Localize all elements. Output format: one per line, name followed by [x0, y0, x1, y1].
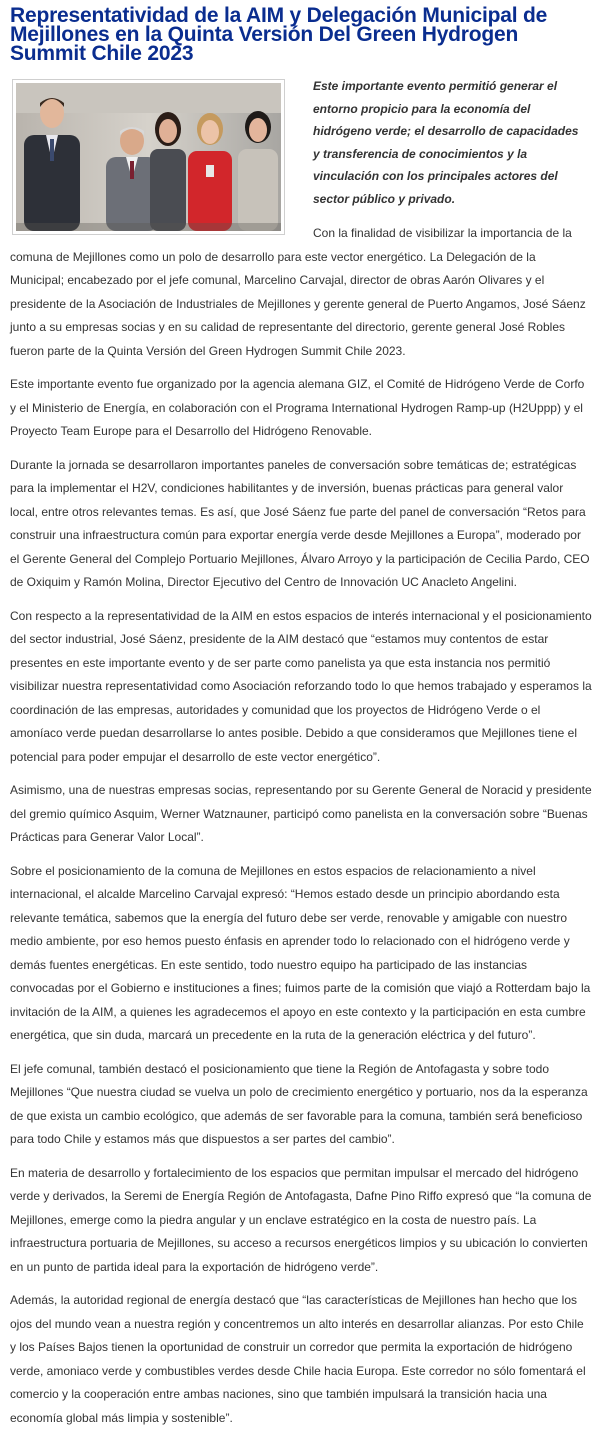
article-title: Representatividad de la AIM y Delegación Municipal de Mejillones en la Quinta Versión Del Green Hydrogen Summit Chile 2023	[10, 4, 548, 65]
paragraph: Asimismo, una de nuestras empresas socias, representando por su Gerente General de Noracid y presidente del gremio químico Asquim, Werner Watznauner, participó como panelista en la conversación sobre “Buenas Prácticas para Generar Valor Local”.	[10, 783, 592, 844]
person-3	[150, 112, 186, 231]
paragraph: Con respecto a la representatividad de la AIM en estos espacios de interés internacional y el posicionamiento del sector industrial, José Sáenz, presidente de la AIM destacó que “estamos muy contentos de estar presentes en este importante evento y de ser parte como panelista ya que esta instancia nos permitió visibilizar nuestra representatividad como Asociación reforzando todo lo que hemos trabajado y esperamos la coordinación de las empresas, autoridades y comunidad que los proyectos de Hidrógeno Verde o el amoníaco verde puedan desarrollarse lo antes posible. Debido a que consideramos que Mejillones tiene el potencial para poder empujar el desarrollo de este vector energético”.	[10, 608, 592, 764]
paragraph: Con la finalidad de visibilizar la importancia de la comuna de Mejillones como un polo de desarrollo para este vector energético. La Delegación de la Municipal; encabezado por el jefe comunal, Marcelino Carvajal, director de obras Aarón Olivares y el presidente de la Asociación de Industriales de Mejillones y gerente general de Puerto Angamos, José Sáenz junto a su empresas socias y en su calidad de representante del directorio, gerente general José Robles fueron parte de la Quinta Versión del Green Hydrogen Summit Chile 2023.	[10, 226, 586, 358]
paragraph: Además, la autoridad regional de energía destacó que “las características de Mejillones han hecho que los ojos del mundo vean a nuestra región y concentremos un alto interés en desarrollar alianzas. Por esto Chile y los Países Bajos tienen la oportunidad de construir un corredor que permita la exportación de hidrógeno verde, amoniaco verde y combustibles verdes desde Chile hacia Europa. Este corredor no sólo fomentará el comercio y la cooperación entre ambas naciones, sino que también impulsará la transición hacia una economía global más limpia y sostenible”.	[10, 1293, 586, 1425]
group-photo-image	[16, 83, 281, 231]
event-photo	[12, 79, 285, 235]
paragraph: Durante la jornada se desarrollaron importantes paneles de conversación sobre temáticas de; estratégicas para la implementar el H2V, condiciones habilitantes y de inversión, buenas prácticas para general valor local, entre otros relevantes temas. Es así, que José Sáenz fue parte del panel de conversación “Retos para construir una infraestructura común para exportar energía verde desde Mejillones a Europa”, moderado por el Gerente General del Complejo Portuario Mejillones, Álvaro Arroyo y la participación de Cecilia Pardo, CEO de Oxiquim y Ramón Molina, Director Ejecutivo del Centro de Innovación UC Anacleto Angelini.	[10, 457, 590, 589]
paragraph: Sobre el posicionamiento de la comuna de Mejillones en estos espacios de relacionamiento a nivel internacional, el alcalde Marcelino Carvajal expresó: “Hemos estado desde un principio abordando esta relevante temática, sabemos que la energía del futuro debe ser verde, renovable y amigable con nuestro medio ambiente, por eso hemos puesto énfasis en aprender todo lo relacionado con el hidrógeno verde y demás fuentes energéticas. En este sentido, todo nuestro equipo ha participado de las instancias convocadas por el Gobierno e instituciones a fines; fuimos parte de la comisión que viajó a Rotterdam bajo la invitación de la AIM, a quienes les agradecemos el apoyo en este contexto y la participación en esta cumbre energética, que sin duda, marcará un precedente en la ruta de la generación eléctrica y del futuro”.	[10, 863, 591, 1042]
article-lead: Este importante evento permitió generar el entorno propicio para la economía del hidrógeno verde; el desarrollo de capacidades y transferencia de conocimientos y la vinculación con los principales actores del sector público y privado.	[313, 79, 579, 206]
paragraph: El jefe comunal, también destacó el posicionamiento que tiene la Región de Antofagasta y sobre todo Mejillones “Que nuestra ciudad se vuelva un polo de crecimiento energético y portuario, nos da la esperanza de que exista un cambio ecológico, que además de ser favorable para la comuna, también será beneficioso para todo Chile y estamos más que dispuestos a ser partes del cambio”.	[10, 1061, 588, 1146]
paragraph: Este importante evento fue organizado por la agencia alemana GIZ, el Comité de Hidrógeno Verde de Corfo y el Ministerio de Energía, en colaboración con el Programa International Hydrogen Ramp-up (H2Uppp) y el Proyecto Team Europe para el Desarrollo del Hidrógeno Renovable.	[10, 377, 585, 438]
paragraph: En materia de desarrollo y fortalecimiento de los espacios que permitan impulsar el mercado del hidrógeno verde y derivados, la Seremi de Energía Región de Antofagasta, Dafne Pino Riffo expresó que “la comuna de Mejillones, emerge como la piedra angular y un enclave estratégico en la costa de nuestro país. La infraestructura portuaria de Mejillones, su acceso a recursos energéticos limpios y su ubicación lo convierten en un punto de partida ideal para la exportación de hidrógeno verde”.	[10, 1165, 592, 1274]
